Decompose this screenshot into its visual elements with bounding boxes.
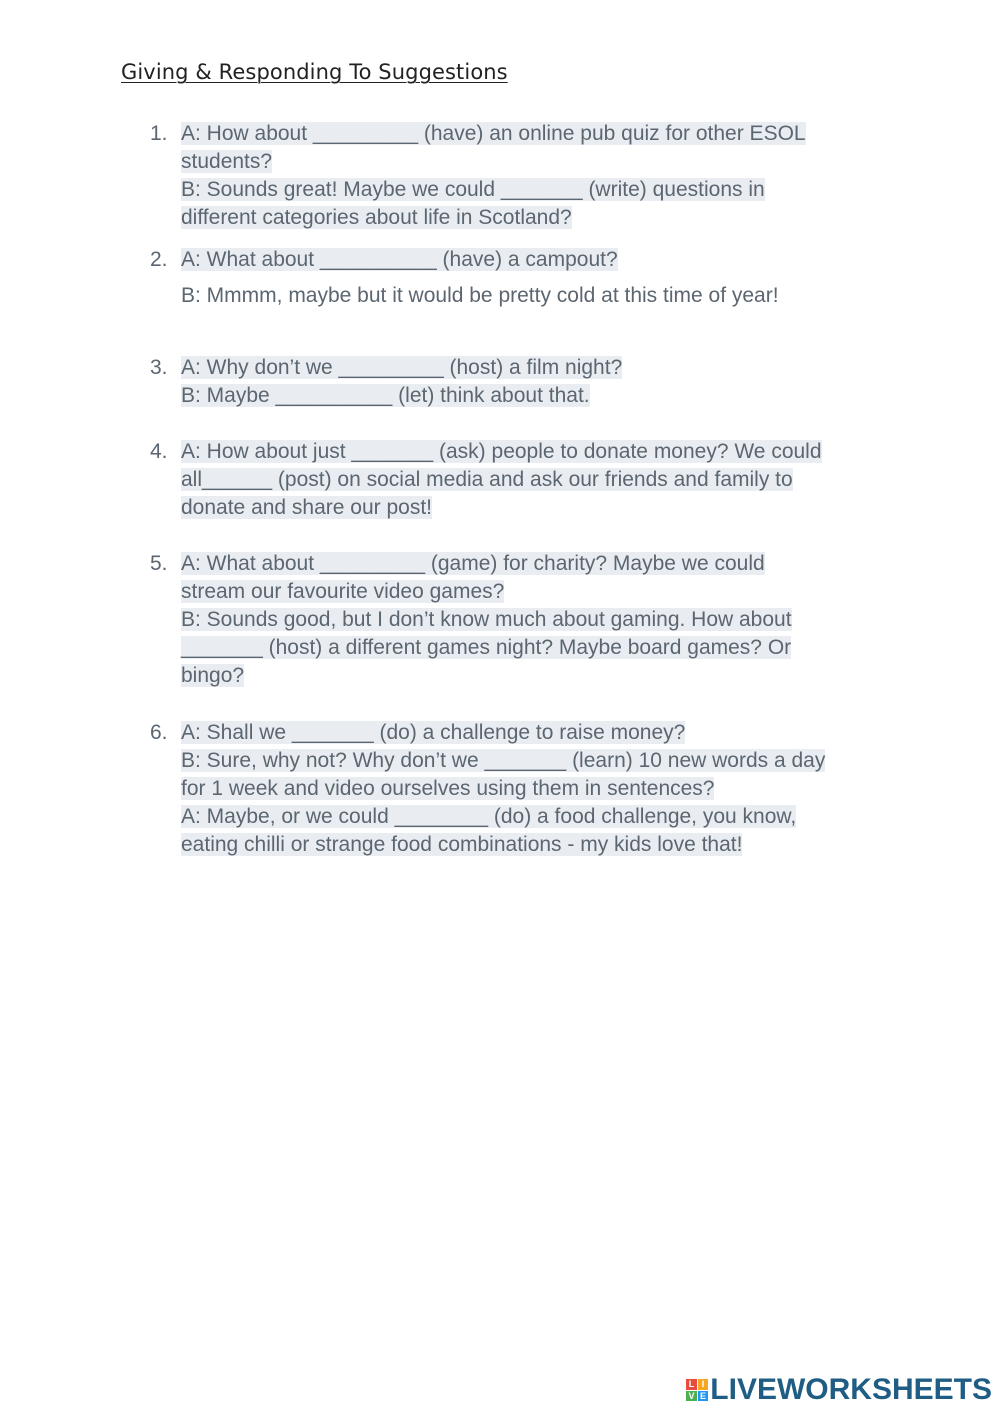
liveworksheets-logo	[686, 1375, 992, 1405]
exercise-4	[150, 438, 890, 522]
exercise-line: _______ (host) a different games night? Maybe board games? Or	[181, 636, 792, 659]
exercise-line: bingo?	[181, 664, 245, 687]
exercise-line: B: Sure, why not? Why don’t we _______ (learn) 10 new words a day	[181, 749, 826, 772]
logo-letter: I	[698, 1379, 709, 1390]
exercise-line: A: What about __________ (have) a campout?	[181, 248, 618, 271]
exercise-line: B: Sounds great! Maybe we could _______ (write) questions in	[181, 178, 765, 201]
exercise-line: A: Maybe, or we could ________ (do) a food challenge, you know,	[181, 805, 797, 828]
exercise-number: 2.	[150, 248, 168, 271]
exercise-2	[150, 246, 890, 310]
exercise-line: B: Sounds good, but I don’t know much about gaming. How about	[181, 608, 792, 631]
exercise-line: A: Why don’t we _________ (host) a film night?	[181, 356, 623, 379]
exercise-line: B: Mmmm, maybe but it would be pretty cold at this time of year!	[181, 284, 779, 307]
liveworksheets-icon	[686, 1379, 708, 1401]
exercise-line: different categories about life in Scotland?	[181, 206, 572, 229]
exercise-3	[150, 354, 890, 410]
exercise-6	[150, 719, 890, 859]
exercise-1	[150, 120, 890, 232]
exercise-line: eating chilli or strange food combinations - my kids love that!	[181, 833, 743, 856]
exercise-line: all______ (post) on social media and ask our friends and family to	[181, 468, 793, 491]
exercise-number: 4.	[150, 440, 168, 463]
exercise-number: 1.	[150, 122, 168, 145]
exercise-line: A: How about just _______ (ask) people to donate money? We could	[181, 440, 822, 463]
exercise-line: stream our favourite video games?	[181, 580, 505, 603]
exercise-line: students?	[181, 150, 273, 173]
logo-letter: V	[686, 1391, 697, 1402]
exercise-number: 5.	[150, 552, 168, 575]
logo-letter: L	[686, 1379, 697, 1390]
exercise-5	[150, 550, 890, 690]
brand-name: LIVEWORKSHEETS	[710, 1373, 992, 1406]
exercise-line: donate and share our post!	[181, 496, 433, 519]
exercise-line: A: What about _________ (game) for charity? Maybe we could	[181, 552, 765, 575]
logo-letter: E	[698, 1391, 709, 1402]
exercise-line: for 1 week and video ourselves using them in sentences?	[181, 777, 715, 800]
exercise-number: 6.	[150, 721, 168, 744]
exercise-number: 3.	[150, 356, 168, 379]
exercise-line: A: Shall we _______ (do) a challenge to raise money?	[181, 721, 686, 744]
exercise-line: A: How about _________ (have) an online pub quiz for other ESOL	[181, 122, 806, 145]
exercise-line: B: Maybe __________ (let) think about that.	[181, 384, 590, 407]
page-title: Giving & Responding To Suggestions	[121, 60, 508, 84]
